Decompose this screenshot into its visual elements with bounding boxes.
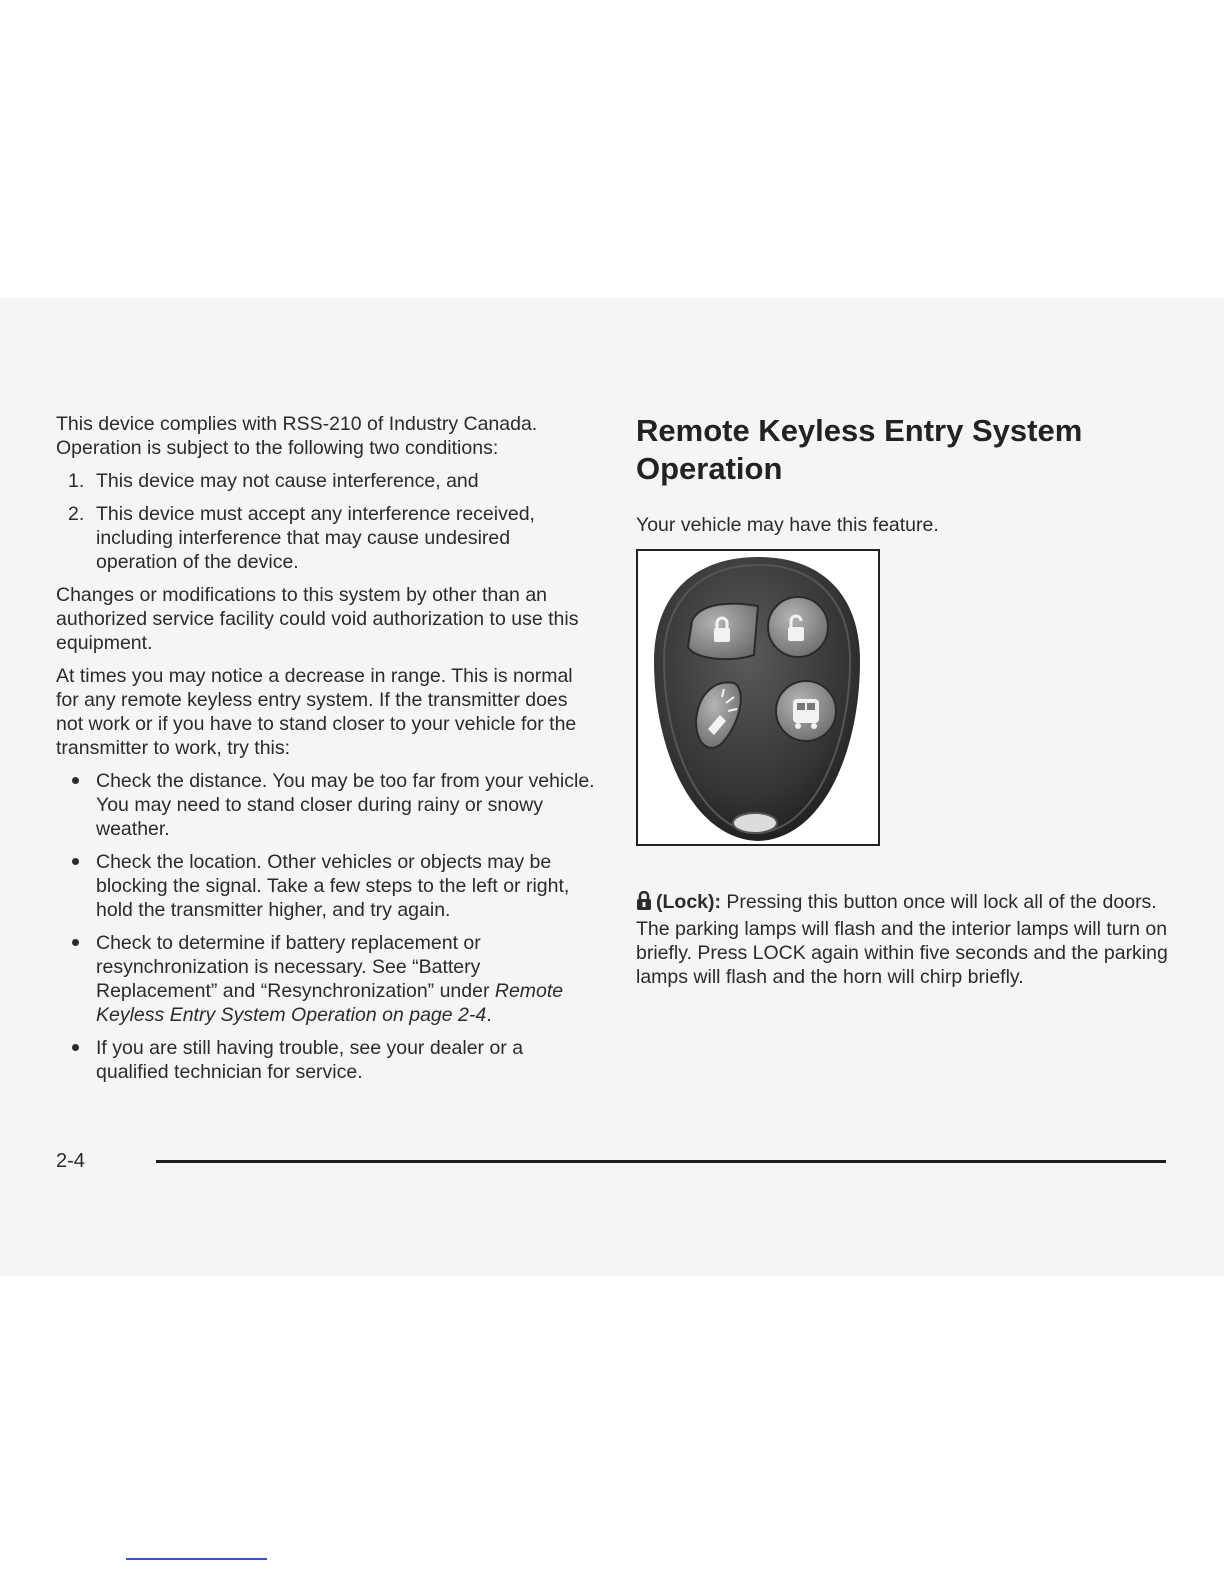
list-item [56,931,596,1027]
conditions-list [56,469,596,574]
feature-note: Your vehicle may have this feature. [636,514,939,536]
cross-reference-link[interactable]: Remote Keyless Entry System Operation on page 2-4 [96,980,564,1026]
right-column [636,412,1176,988]
trunk-button-icon [776,681,836,741]
link-underline [126,1558,267,1560]
page-number: 2-4 [56,1150,85,1172]
key-ring-hole [733,813,777,833]
list-item [56,502,596,574]
list-number: 2. [68,503,85,525]
lock-description [636,890,1176,989]
troubleshooting-list [56,769,596,1084]
key-fob-figure [636,549,880,846]
footer-rule [156,1160,1166,1163]
compliance-intro: This device complies with RSS-210 of Industry Canada. Operation is subject to the following two conditions: [56,413,538,459]
list-item-text: This device may not cause interference, and [96,470,479,492]
bullet-icon [72,1044,79,1051]
list-item-text: This device must accept any interference received, including interference that may cause undesired operation of the device. [96,503,535,573]
section-heading: Remote Keyless Entry System Operation [636,413,1083,486]
bullet-icon [72,939,79,946]
lock-button-icon [688,604,758,660]
list-item [56,1036,596,1084]
list-item [56,469,596,493]
unlock-button-icon [768,597,828,657]
list-number: 1. [68,470,85,492]
list-item [56,769,596,841]
lock-label: (Lock): [656,891,721,913]
bullet-icon [72,858,79,865]
list-item-text-end: . [486,1004,492,1026]
key-fob-image [638,551,878,844]
list-item-text: Check the location. Other vehicles or objects may be blocking the signal. Take a few steps to the left or right, hold the transmitter higher, and try again. [96,851,570,921]
left-column [56,412,596,1093]
range-paragraph: At times you may notice a decrease in range. This is normal for any remote keyless entry system. If the transmitter does not work or if you have to stand closer to your vehicle for the transmitter to work, try this: [56,665,577,759]
list-item [56,850,596,922]
list-item-text: If you are still having trouble, see your dealer or a qualified technician for service. [96,1037,524,1083]
list-item-text: Check to determine if battery replacement or resynchronization is necessary. See “Battery Replacement” and “Resynchronization” under [96,932,495,1002]
lock-text: Pressing this button once will lock all of the doors. The parking lamps will flash and the interior lamps will turn on briefly. Press LOCK again within five seconds and the parking lamps will flash and the horn will chirp briefly. [636,891,1168,988]
list-item-text: Check the distance. You may be too far from your vehicle. You may need to stand closer during rainy or snowy weather. [96,770,595,840]
modifications-paragraph: Changes or modifications to this system by other than an authorized service facility could void authorization to use this equipment. [56,584,579,654]
lock-icon [636,891,652,917]
bullet-icon [72,777,79,784]
